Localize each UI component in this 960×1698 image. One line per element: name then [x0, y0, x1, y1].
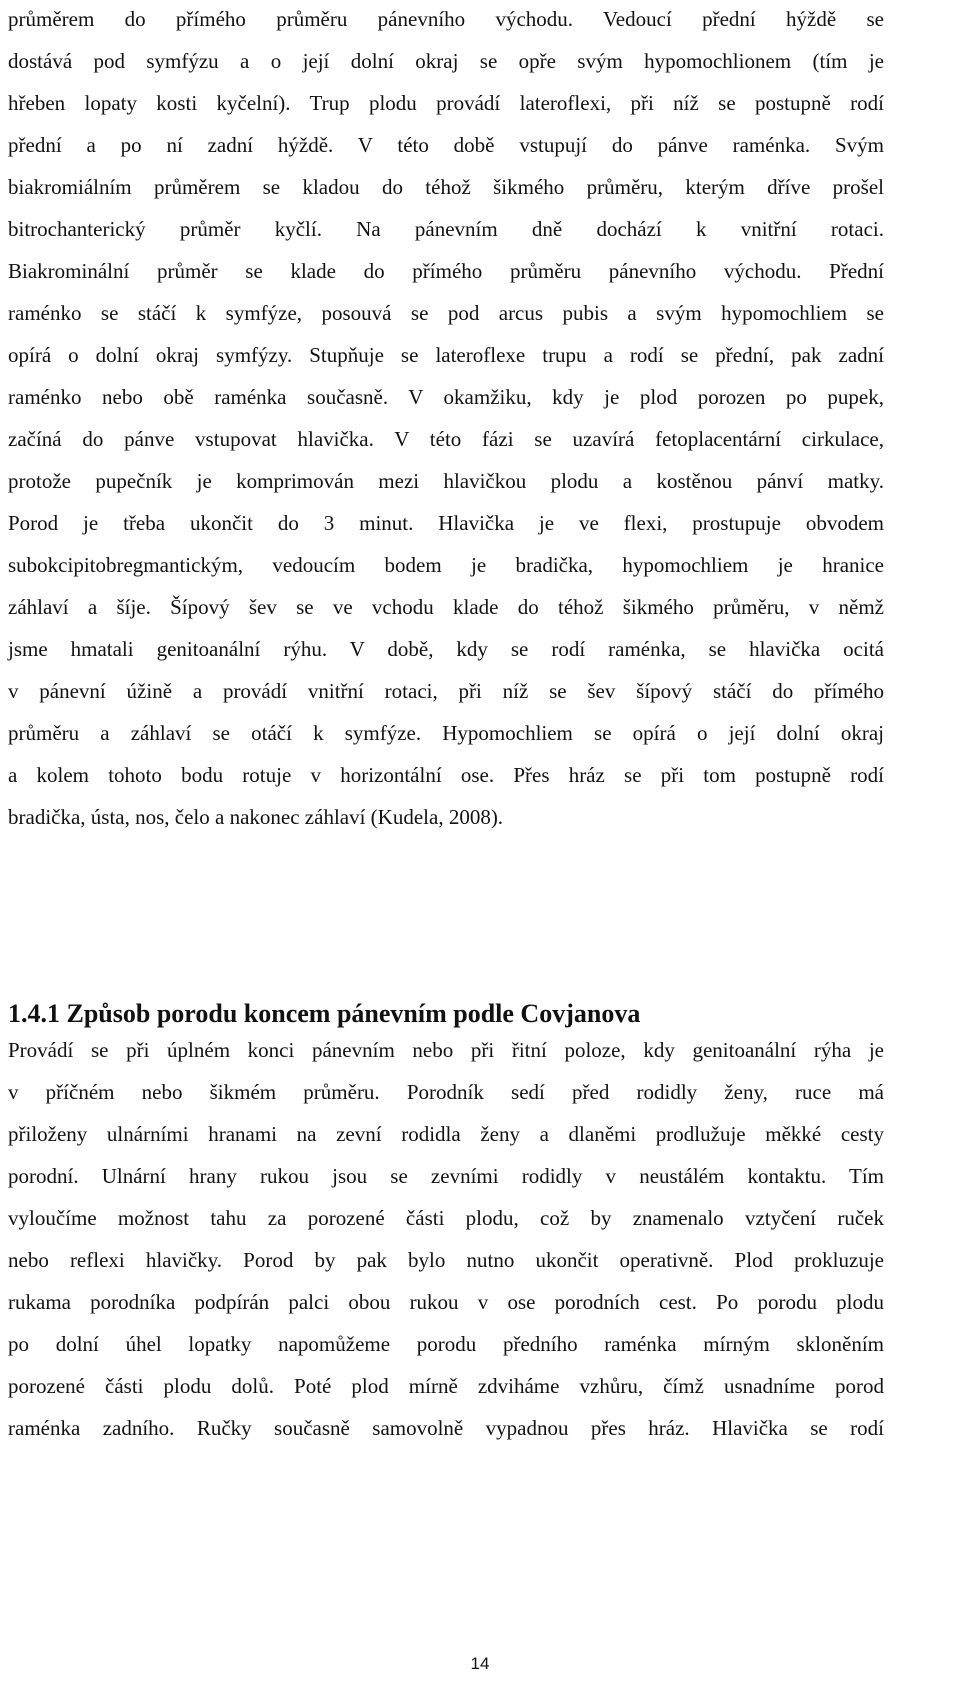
text-line: nebo reflexi hlavičky. Porod by pak bylo nutno ukončit operativně. Plod prokluzuje: [8, 1248, 884, 1272]
text-line: bradička, ústa, nos, čelo a nakonec záhlaví (Kudela, 2008).: [8, 805, 504, 829]
text-line: porodní. Ulnární hrany rukou jsou se zevními rodidly v neustálém kontaktu. Tím: [8, 1164, 884, 1188]
text-line: protože pupečník je komprimován mezi hlavičkou plodu a kostěnou pánví matky.: [8, 469, 884, 493]
body-paragraph: [8, 0, 884, 838]
text-line: v pánevní úžině a provádí vnitřní rotaci, při níž se šev šípový stáčí do přímého: [8, 679, 884, 703]
text-line: přiloženy ulnárními hranami na zevní rodidla ženy a dlaněmi prodlužuje měkké cesty: [8, 1122, 884, 1146]
text-line: a kolem tohoto bodu rotuje v horizontální ose. Přes hráz se při tom postupně rodí: [8, 763, 884, 787]
text-line: po dolní úhel lopatky napomůžeme porodu předního raménka mírným skloněním: [8, 1332, 884, 1356]
text-line: v příčném nebo šikmém průměru. Porodník sedí před rodidly ženy, ruce má: [8, 1080, 884, 1104]
text-line: hřeben lopaty kosti kyčelní). Trup plodu provádí lateroflexi, při níž se postupně rodí: [8, 91, 884, 115]
text-line: vyloučíme možnost tahu za porozené části plodu, což by znamenalo vztyčení ruček: [8, 1206, 884, 1230]
text-line: přední a po ní zadní hýždě. V této době vstupují do pánve raménka. Svým: [8, 133, 884, 157]
text-line: raménko nebo obě raménka současně. V okamžiku, kdy je plod porozen po pupek,: [8, 385, 884, 409]
text-line: Porod je třeba ukončit do 3 minut. Hlavička je ve flexi, prostupuje obvodem: [8, 511, 884, 535]
text-line: opírá o dolní okraj symfýzy. Stupňuje se lateroflexe trupu a rodí se přední, pak zadní: [8, 343, 884, 367]
text-line: záhlaví a šíje. Šípový šev se ve vchodu klade do téhož šikmého průměru, v němž: [8, 595, 884, 619]
text-line: raménka zadního. Ručky současně samovolně vypadnou přes hráz. Hlavička se rodí: [8, 1416, 884, 1440]
text-line: jsme hmatali genitoanální rýhu. V době, kdy se rodí raménka, se hlavička ocitá: [8, 637, 884, 661]
page-number: 14: [470, 1654, 490, 1673]
text-line: Provádí se při úplném konci pánevním nebo při řitní poloze, kdy genitoanální rýha je: [8, 1038, 884, 1062]
text-line: subokcipitobregmantickým, vedoucím bodem je bradička, hypomochliem je hranice: [8, 553, 884, 577]
text-line: biakromiálním průměrem se kladou do téhož šikmého průměru, kterým dříve prošel: [8, 175, 884, 199]
text-line: raménko se stáčí k symfýze, posouvá se pod arcus pubis a svým hypomochliem se: [8, 301, 884, 325]
text-line: porozené části plodu dolů. Poté plod mírně zdviháme vzhůru, čímž usnadníme porod: [8, 1374, 884, 1398]
text-line: Biakrominální průměr se klade do přímého průměru pánevního východu. Přední: [8, 259, 884, 283]
body-paragraph: [8, 1029, 884, 1449]
text-line: začíná do pánve vstupovat hlavička. V této fázi se uzavírá fetoplacentární cirkulace,: [8, 427, 884, 451]
text-line: bitrochanterický průměr kyčlí. Na pánevním dně dochází k vnitřní rotaci.: [8, 217, 884, 241]
text-line: rukama porodníka podpírán palci obou rukou v ose porodních cest. Po porodu plodu: [8, 1290, 884, 1314]
section-heading: 1.4.1 Způsob porodu koncem pánevním podle Covjanova: [8, 998, 641, 1028]
text-line: dostává pod symfýzu a o její dolní okraj se opře svým hypomochlionem (tím je: [8, 49, 884, 73]
text-line: průměru a záhlaví se otáčí k symfýze. Hypomochliem se opírá o její dolní okraj: [8, 721, 884, 745]
text-line: průměrem do přímého průměru pánevního východu. Vedoucí přední hýždě se: [8, 7, 884, 31]
